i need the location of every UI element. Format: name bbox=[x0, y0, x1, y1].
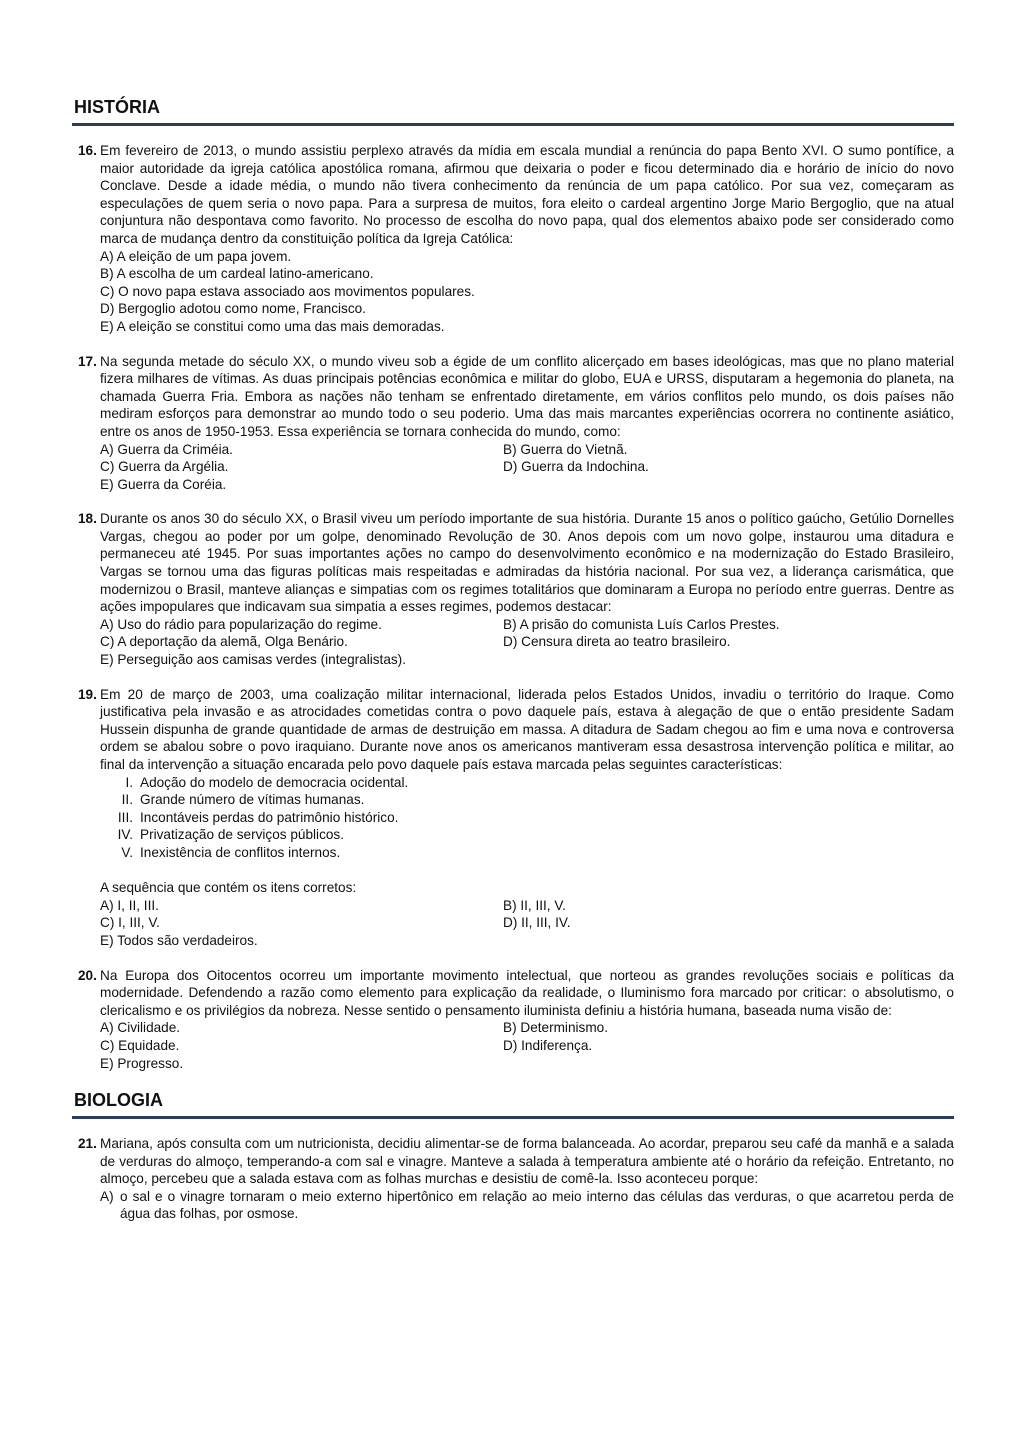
option-letter: A) bbox=[100, 1188, 114, 1204]
option-e[interactable]: E) Perseguição aos camisas verdes (integralistas). bbox=[100, 652, 406, 668]
option-a[interactable]: A) Uso do rádio para popularização do regime. bbox=[100, 616, 382, 632]
option-b[interactable]: B) A escolha de um cardeal latino-americano. bbox=[100, 266, 374, 282]
question-21 bbox=[72, 1135, 954, 1223]
question-17 bbox=[72, 353, 954, 494]
option-d[interactable]: D) II, III, IV. bbox=[503, 915, 571, 931]
options-grid bbox=[100, 441, 954, 476]
option-e[interactable]: E) A eleição se constitui como uma das mais demoradas. bbox=[100, 318, 445, 334]
section-divider bbox=[72, 1116, 954, 1119]
question-number: 18. bbox=[78, 511, 97, 527]
roman-numeral: IV. bbox=[117, 827, 133, 843]
option-e[interactable]: E) Todos são verdadeiros. bbox=[100, 932, 258, 948]
option-a[interactable]: A) I, II, III. bbox=[100, 897, 159, 913]
question-19 bbox=[72, 686, 954, 950]
question-16 bbox=[72, 142, 954, 336]
question-text: Mariana, após consulta com um nutricionista, decidiu alimentar-se de forma balanceada. Ao acordar, preparou seu café da manhã e a salada de verduras do almoço, temperando-a com sal e vinagre. Manteve a salada à temperatura ambiente até o horário da refeição. Entretanto, no almoço, percebeu que a salada estava com as folhas murchas e desistiu de comê-la. Isso aconteceu porque: bbox=[100, 1136, 954, 1187]
options-grid bbox=[100, 616, 954, 651]
question-text: Em 20 de março de 2003, uma coalização militar internacional, liderada pelos Estados Unidos, invadiu o território do Iraque. Como justificativa pela invasão e as atrocidades cometidas contra o povo daquele país, estava à alegação de que o então presidente Sadam Hussein dispunha de grande quantidade de armas de destruição em massa. A ditadura de Sadam chegou ao fim e uma nova e controversa ordem se abalou sobre o povo iraquiano. Durante nove anos os americanos mantiveram essa desastrosa intervenção política e militar, ao final da intervenção a situação encarada pelo povo daquele país estava marcada pelas seguintes características: bbox=[100, 686, 954, 772]
roman-item-text: Incontáveis perdas do patrimônio histórico. bbox=[140, 809, 399, 825]
roman-numeral: I. bbox=[125, 774, 133, 790]
question-number: 19. bbox=[78, 686, 97, 702]
option-e[interactable]: E) Guerra da Coréia. bbox=[100, 476, 227, 492]
roman-item bbox=[100, 844, 954, 862]
option-a[interactable]: A) A eleição de um papa jovem. bbox=[100, 248, 292, 264]
options-grid bbox=[100, 897, 954, 932]
question-number: 20. bbox=[78, 967, 97, 983]
exam-page bbox=[72, 96, 954, 1240]
question-18 bbox=[72, 510, 954, 668]
option-b[interactable]: B) Guerra do Vietnã. bbox=[503, 441, 628, 457]
option-d[interactable]: D) Indiferença. bbox=[503, 1037, 593, 1053]
question-text: Na segunda metade do século XX, o mundo viveu sob a égide de um conflito alicerçado em bases ideológicas, mas que no plano material fizera milhares de vítimas. As duas principais potências econômica e militar do globo, EUA e URSS, disputaram a hegemonia do planeta, na chamada Guerra Fria. Embora as nações não tenham se enfrentado diretamente, em vários conflitos pelo mundo, os dois países não mediram esforços para demonstrar ao mundo todo o seu poderio. Uma das mais marcantes experiências ocorrera no continente asiático, entre os anos de 1950-1953. Essa experiência se tornara conhecida do mundo, como: bbox=[100, 353, 954, 439]
option-c[interactable]: C) A deportação da alemã, Olga Benário. bbox=[100, 634, 348, 650]
roman-item-text: Adoção do modelo de democracia ocidental. bbox=[140, 774, 409, 790]
question-20 bbox=[72, 967, 954, 1073]
option-c[interactable]: C) O novo papa estava associado aos movimentos populares. bbox=[100, 283, 475, 299]
roman-item-text: Grande número de vítimas humanas. bbox=[140, 792, 365, 808]
question-number: 17. bbox=[78, 353, 97, 369]
question-number: 16. bbox=[78, 143, 97, 158]
question-text: Durante os anos 30 do século XX, o Brasil viveu um período importante de sua história. Durante 15 anos o político gaúcho, Getúlio Dornelles Vargas, chegou ao poder por um golpe, denominado Revolução de 30. Anos depois com um novo golpe, instaurou uma ditadura e permaneceu até 1945. Por suas importantes ações no campo do desenvolvimento econômico e na modernização do Estado Brasileiro, Vargas se tornou uma das figuras políticas mais respeitadas e admiradas da história nacional. Por sua vez, a liderança carismática, que modernizou o Brasil, manteve alianças e simpatias com os regimes totalitários que dominaram a Europa no período entre guerras. Dentre as ações impopulares que indicavam sua simpatia a esses regimes, podemos destacar: bbox=[100, 511, 954, 615]
option-text: o sal e o vinagre tornaram o meio externo hipertônico em relação ao meio interno das células das verduras, o que acarretou perda de água das folhas, por osmose. bbox=[120, 1188, 954, 1222]
option-b[interactable]: B) II, III, V. bbox=[503, 897, 566, 913]
question-text: Na Europa dos Oitocentos ocorreu um importante movimento intelectual, que norteou as grandes revoluções sociais e políticas da modernidade. Defendendo a razão como elemento para explicação da realidade, o Iluminismo fora marcado por criticar: o absolutismo, o clericalismo e os privilégios da nobreza. Nesse sentido o pensamento iluminista definiu a história humana, baseada numa visão de: bbox=[100, 967, 954, 1018]
roman-numeral: III. bbox=[117, 809, 133, 825]
section-title-historia: HISTÓRIA bbox=[74, 97, 161, 117]
roman-numeral: II. bbox=[121, 792, 133, 808]
options-grid bbox=[100, 1019, 954, 1054]
option-b[interactable]: B) Determinismo. bbox=[503, 1020, 608, 1036]
option-a[interactable] bbox=[100, 1188, 954, 1223]
roman-item-text: Inexistência de conflitos internos. bbox=[140, 844, 341, 860]
section-title-biologia: BIOLOGIA bbox=[74, 1090, 163, 1111]
option-e[interactable]: E) Progresso. bbox=[100, 1055, 184, 1071]
option-a[interactable]: A) Civilidade. bbox=[100, 1020, 181, 1036]
option-b[interactable]: B) A prisão do comunista Luís Carlos Prestes. bbox=[503, 616, 780, 632]
roman-item bbox=[100, 809, 954, 827]
option-c[interactable]: C) Equidade. bbox=[100, 1037, 180, 1053]
spacer bbox=[100, 862, 954, 880]
option-d[interactable]: D) Guerra da Indochina. bbox=[503, 459, 649, 475]
roman-item-text: Privatização de serviços públicos. bbox=[140, 827, 344, 843]
roman-item bbox=[100, 791, 954, 809]
option-d[interactable]: D) Censura direta ao teatro brasileiro. bbox=[503, 634, 731, 650]
option-c[interactable]: C) Guerra da Argélia. bbox=[100, 459, 229, 475]
question-text: Em fevereiro de 2013, o mundo assistiu perplexo através da mídia em escala mundial a renúncia do papa Bento XVI. O sumo pontífice, a maior autoridade da igreja católica apostólica romana, afirmou que deixaria o poder e ficou determinado dia e horário de início do novo Conclave. Desde a idade média, o mundo não tivera conhecimento da renúncia de um papa católico. Por sua vez, começaram as especulações de quem seria o novo papa. Para a surpresa de muitos, fora eleito o cardeal argentino Jorge Mario Bergoglio, que na atual conjuntura não despontava como favorito. No processo de escolha do novo papa, qual dos elementos abaixo pode ser considerado como marca de mudança dentro da constituição política da Igreja Católica: bbox=[100, 143, 954, 246]
question-number: 21. bbox=[78, 1136, 97, 1152]
roman-numeral: V. bbox=[121, 844, 133, 860]
option-c[interactable]: C) I, III, V. bbox=[100, 915, 160, 931]
roman-item bbox=[100, 774, 954, 792]
roman-item bbox=[100, 826, 954, 844]
section-divider bbox=[72, 123, 954, 126]
roman-item-list bbox=[100, 774, 954, 862]
option-d[interactable]: D) Bergoglio adotou como nome, Francisco. bbox=[100, 301, 366, 317]
question-prompt: A sequência que contém os itens corretos: bbox=[100, 880, 357, 896]
option-a[interactable]: A) Guerra da Criméia. bbox=[100, 441, 233, 457]
